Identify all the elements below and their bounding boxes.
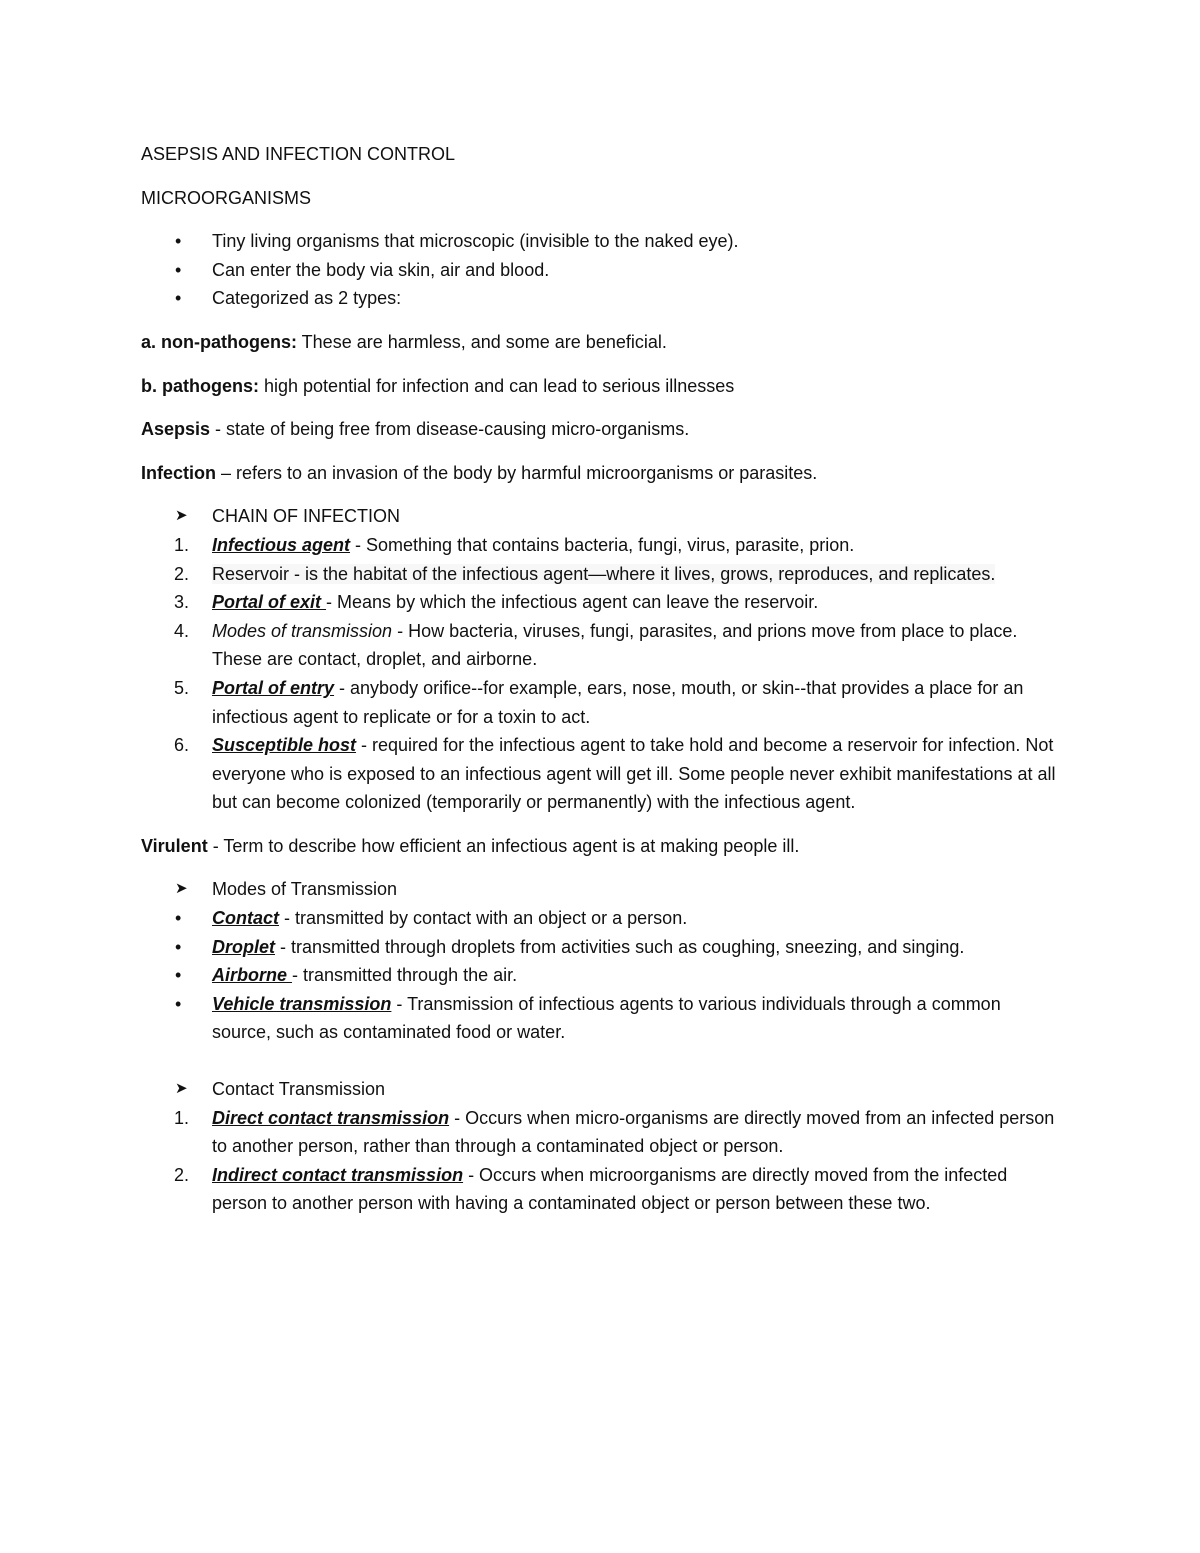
list-item: • Vehicle transmission - Transmission of infectious agents to various individuals through a common source, such as contaminated food or water.: [141, 990, 1061, 1047]
list-number: 2.: [174, 563, 190, 584]
term: Indirect contact transmission: [212, 1164, 464, 1185]
term: Contact: [212, 908, 279, 929]
section-heading-microorganisms: MICROORGANISMS: [141, 187, 312, 208]
term: b. pathogens:: [141, 375, 259, 396]
definition-virulent: Virulent - Term to describe how efficient an infectious agent is at making people ill.: [141, 835, 800, 856]
list-number: 5.: [174, 677, 190, 698]
type-pathogens: b. pathogens: high potential for infection and can lead to serious illnesses: [141, 375, 735, 396]
bullet-icon: •: [175, 908, 182, 929]
term: Vehicle transmission: [212, 993, 392, 1014]
arrow-icon: ➤: [175, 507, 188, 525]
term: Portal of exit: [212, 592, 327, 613]
term: Direct contact transmission: [212, 1107, 450, 1128]
list-item: 1. Direct contact transmission - Occurs when micro-organisms are directly moved from an infected person to another person, rather than through a contaminated object or person.: [141, 1104, 1061, 1161]
term: Airborne: [212, 965, 293, 986]
list-item: 1. Infectious agent - Something that contains bacteria, fungi, virus, parasite, prion.: [141, 531, 1061, 560]
arrow-icon: ➤: [175, 880, 188, 898]
document-body: [141, 140, 1061, 1233]
list-item: 5. Portal of entry - anybody orifice--for example, ears, nose, mouth, or skin--that provides a place for an infectious agent to replicate or for a toxin to act.: [141, 674, 1061, 731]
term: Modes of transmission: [212, 620, 393, 641]
term: Virulent: [141, 835, 208, 856]
modes-of-transmission-list: [141, 904, 1061, 1047]
list-item: • Airborne - transmitted through the air.: [141, 961, 1061, 990]
contact-transmission-list: [141, 1104, 1061, 1218]
list-item: • Tiny living organisms that microscopic (invisible to the naked eye).: [141, 227, 1061, 256]
term: Droplet: [212, 936, 275, 957]
bullet-icon: •: [175, 965, 182, 986]
definition-asepsis: Asepsis - state of being free from disease-causing micro-organisms.: [141, 419, 690, 440]
document-title: ASEPSIS AND INFECTION CONTROL: [141, 144, 456, 164]
term: Asepsis: [141, 419, 211, 440]
section-heading-contact-transmission: ➤ Contact Transmission: [141, 1075, 1061, 1104]
list-number: 2.: [174, 1164, 190, 1185]
term: Portal of entry: [212, 677, 335, 698]
list-item: • Contact - transmitted by contact with an object or a person.: [141, 904, 1061, 933]
bullet-icon: •: [175, 936, 182, 957]
list-item: 6. Susceptible host - required for the infectious agent to take hold and become a reservoir for infection. Not everyone who is exposed to an infectious agent will get ill. Some people never exhibit manifestations at all but can become colonized (temporarily or permanently) with the infectious agent.: [141, 731, 1061, 817]
section-heading-modes-of-transmission: ➤ Modes of Transmission: [141, 875, 1061, 904]
bullet-icon: •: [175, 231, 182, 252]
term: Infectious agent: [212, 534, 351, 555]
chain-of-infection-list: [141, 531, 1061, 817]
section-heading-chain-of-infection: ➤ CHAIN OF INFECTION: [141, 502, 1061, 531]
type-non-pathogens: a. non-pathogens: These are harmless, and some are beneficial.: [141, 331, 667, 352]
list-item: • Droplet - transmitted through droplets from activities such as coughing, sneezing, and singing.: [141, 933, 1061, 962]
list-number: 3.: [174, 592, 190, 613]
bullet-icon: •: [175, 288, 182, 309]
list-item: 3. Portal of exit - Means by which the infectious agent can leave the reservoir.: [141, 588, 1061, 617]
list-item: • Categorized as 2 types:: [141, 284, 1061, 313]
list-item: 4. Modes of transmission - How bacteria, viruses, fungi, parasites, and prions move from place to place. These are contact, droplet, and airborne.: [141, 617, 1061, 674]
list-number: 4.: [174, 620, 190, 641]
term: a. non-pathogens:: [141, 331, 297, 352]
bullet-icon: •: [175, 259, 182, 280]
term: Reservoir: [212, 563, 290, 584]
list-number: 1.: [174, 1107, 190, 1128]
list-item: 2. Indirect contact transmission - Occurs when microorganisms are directly moved from the infected person to another person with having a contaminated object or person between these two.: [141, 1161, 1061, 1218]
term: Infection: [141, 462, 216, 483]
bullet-icon: •: [175, 993, 182, 1014]
list-number: 6.: [174, 735, 190, 756]
definition-infection: Infection – refers to an invasion of the body by harmful microorganisms or parasites.: [141, 462, 818, 483]
microorganisms-bullets: [141, 227, 1061, 313]
list-item: 2. Reservoir - is the habitat of the infectious agent—where it lives, grows, reproduces, and replicates.: [141, 560, 1061, 589]
arrow-icon: ➤: [175, 1080, 188, 1098]
list-number: 1.: [174, 534, 190, 555]
term: Susceptible host: [212, 735, 357, 756]
list-item: • Can enter the body via skin, air and blood.: [141, 256, 1061, 285]
